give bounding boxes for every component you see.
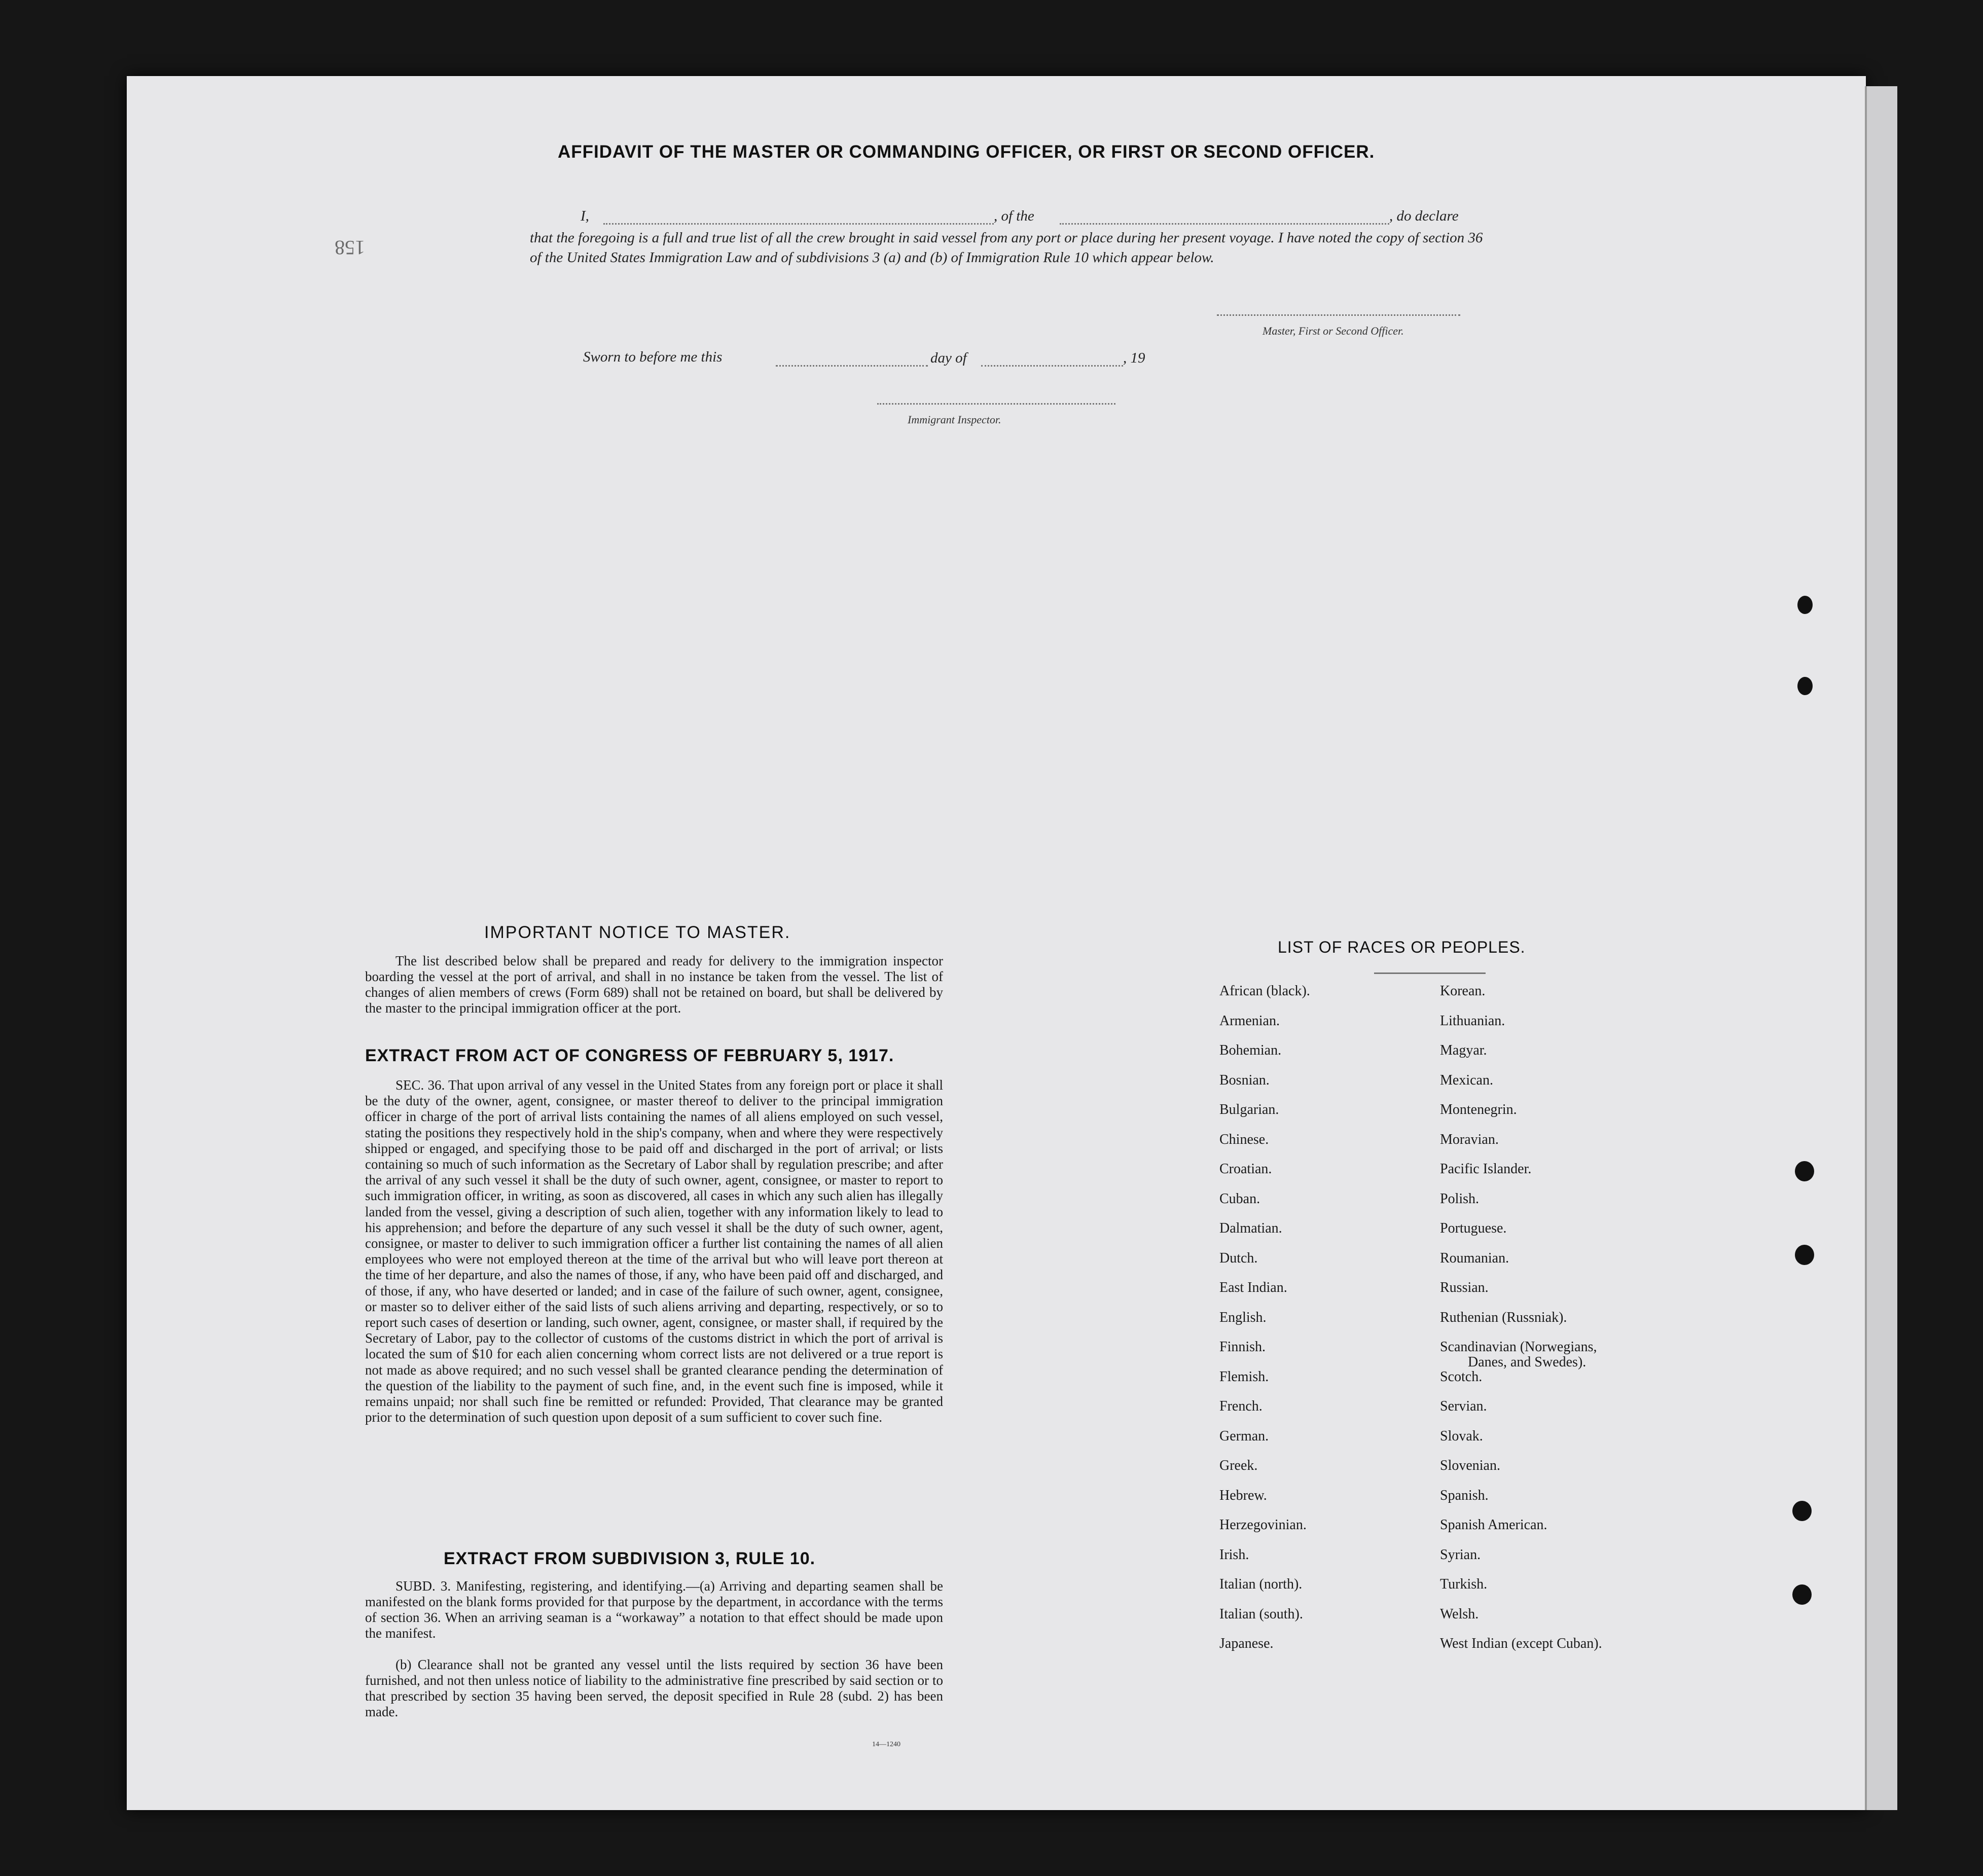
race-item: Scotch. xyxy=(1440,1368,1483,1385)
race-item: Slovenian. xyxy=(1440,1458,1500,1473)
race-item: Mexican. xyxy=(1440,1072,1493,1088)
extract-rule-text-b: (b) Clearance shall not be granted any vessel until the lists required by section 36 have been furnished, and not then unless notice of liability to the administrative fine prescribed by said section or to that prescribed by section 35 having been served, the deposit specified in Rule 28 (subd. 2) has been made. xyxy=(365,1657,943,1719)
race-item-continued: Danes, and Swedes). xyxy=(1468,1354,1587,1370)
notice-text: The list described below shall be prepared and ready for delivery to the immigration inspector boarding the vessel at the port of arrival, and shall in no instance be taken from the vessel. The list of changes of alien members of crews (Form 689) shall not be retained on board, but shall be delivered by the master to the principal immigration officer at the port. xyxy=(365,953,943,1016)
name-field[interactable] xyxy=(603,223,994,225)
month-field[interactable] xyxy=(981,365,1123,367)
inspector-signature-line[interactable] xyxy=(877,403,1115,405)
signature-line[interactable] xyxy=(1217,314,1460,316)
race-item: Dalmatian. xyxy=(1219,1220,1282,1236)
race-item: Korean. xyxy=(1440,983,1486,999)
race-item: Bohemian. xyxy=(1219,1042,1282,1058)
race-item: Turkish. xyxy=(1440,1576,1488,1592)
vessel-field[interactable] xyxy=(1060,223,1389,225)
sworn-prefix: Sworn to before me this xyxy=(583,349,723,365)
signature-label: Master, First or Second Officer. xyxy=(1263,324,1404,337)
race-item: Magyar. xyxy=(1440,1042,1487,1058)
affidavit-title: AFFIDAVIT OF THE MASTER OR COMMANDING OFFICER, OR FIRST OR SECOND OFFICER. xyxy=(558,142,1375,162)
races-right-column xyxy=(1440,984,1602,1666)
binder-hole xyxy=(1792,1501,1812,1521)
race-item: Croatian. xyxy=(1219,1161,1272,1177)
race-item: Bosnian. xyxy=(1219,1072,1270,1088)
race-item: East Indian. xyxy=(1219,1280,1287,1295)
race-item: Roumanian. xyxy=(1440,1250,1509,1266)
race-item: Flemish. xyxy=(1219,1368,1269,1385)
stamp-number: 158 xyxy=(335,236,365,259)
race-item: Spanish American. xyxy=(1440,1517,1547,1533)
affidavit-of-the: , of the xyxy=(994,208,1034,224)
race-item: Portuguese. xyxy=(1440,1220,1507,1236)
race-item: Welsh. xyxy=(1440,1606,1479,1622)
day-of-label: day of xyxy=(930,350,967,366)
binder-hole xyxy=(1795,1245,1814,1265)
races-left-column xyxy=(1219,984,1310,1666)
race-item: Moravian. xyxy=(1440,1131,1499,1147)
affidavit-declaration: that the foregoing is a full and true list of all the crew brought in said vessel from any port or place during her present voyage. I have noted the copy of section 36 of the United States Immigration Law and of subdivisions 3 (a) and (b) of Immigration Rule 10 which appear below. xyxy=(530,230,1483,266)
race-item: German. xyxy=(1219,1428,1269,1444)
affidavit-i: I, xyxy=(581,208,589,224)
race-item: Hebrew. xyxy=(1219,1487,1267,1503)
race-item: French. xyxy=(1219,1398,1263,1414)
binder-hole xyxy=(1795,1161,1814,1181)
extract-rule-heading: EXTRACT FROM SUBDIVISION 3, RULE 10. xyxy=(444,1549,816,1568)
race-item: Spanish. xyxy=(1440,1487,1489,1503)
race-item: Italian (south). xyxy=(1219,1606,1303,1622)
year-prefix: , 19 xyxy=(1123,350,1145,366)
race-item: Pacific Islander. xyxy=(1440,1161,1532,1177)
notice-heading: IMPORTANT NOTICE TO MASTER. xyxy=(484,923,791,942)
race-item: Bulgarian. xyxy=(1219,1102,1279,1117)
race-item: Chinese. xyxy=(1219,1131,1269,1147)
race-item: Servian. xyxy=(1440,1398,1487,1414)
races-heading-rule xyxy=(1374,972,1486,974)
race-item: African (black). xyxy=(1219,983,1310,999)
race-item: Italian (north). xyxy=(1219,1576,1303,1592)
form-number: 14—1240 xyxy=(872,1741,900,1748)
binder-hole xyxy=(1797,677,1813,695)
race-item: Slovak. xyxy=(1440,1428,1483,1444)
race-item: Herzegovinian. xyxy=(1219,1517,1307,1533)
race-item: Finnish. xyxy=(1219,1339,1266,1355)
affidavit-do-declare: , do declare xyxy=(1389,208,1459,224)
document-page xyxy=(127,76,1866,1810)
race-item: Lithuanian. xyxy=(1440,1013,1505,1029)
race-item: Armenian. xyxy=(1219,1013,1280,1029)
race-item: Syrian. xyxy=(1440,1546,1481,1563)
race-item: Cuban. xyxy=(1219,1190,1260,1207)
race-item: Polish. xyxy=(1440,1190,1480,1207)
race-item: Dutch. xyxy=(1219,1250,1258,1266)
race-item: Ruthenian (Russniak). xyxy=(1440,1309,1567,1325)
race-item: English. xyxy=(1219,1309,1267,1325)
inspector-label: Immigrant Inspector. xyxy=(908,413,1001,426)
race-item: Irish. xyxy=(1219,1546,1249,1563)
binder-hole xyxy=(1797,596,1813,614)
races-heading: LIST OF RACES OR PEOPLES. xyxy=(1278,938,1526,956)
extract-act-heading: EXTRACT FROM ACT OF CONGRESS OF FEBRUARY 5, 1917. xyxy=(365,1046,894,1065)
page-edge-binding xyxy=(1865,86,1897,1810)
race-item: Russian. xyxy=(1440,1280,1489,1295)
race-item: Japanese. xyxy=(1219,1636,1274,1651)
sworn-date-field[interactable] xyxy=(776,365,928,367)
race-item: West Indian (except Cuban). xyxy=(1440,1636,1602,1651)
race-item: Scandinavian (Norwegians, xyxy=(1440,1339,1597,1355)
race-item: Montenegrin. xyxy=(1440,1102,1517,1117)
binder-hole xyxy=(1792,1584,1812,1605)
extract-rule-text-a: SUBD. 3. Manifesting, registering, and identifying.—(a) Arriving and departing seamen shall be manifested on the blank forms provided for that purpose by the department, in accordance with the terms of section 36. When an arriving seaman is a “workaway” a notation to that effect should be made upon the manifest. xyxy=(365,1578,943,1641)
race-item: Greek. xyxy=(1219,1458,1258,1473)
extract-act-text: SEC. 36. That upon arrival of any vessel in the United States from any foreign port or place it shall be the duty of the owner, agent, consignee, or master thereof to deliver to the principal immigration officer in charge of the port of arrival lists containing the names of all aliens employed on such vessel, stating the positions they respectively hold in the ship's company, when and where they were respectively shipped or engaged, and specifying those to be paid off and discharged in the port of arrival; or lists containing so much of such information as the Secretary of Labor shall by regulation prescribe; and after the arrival of any such vessel it shall be the duty of such owner, agent, consignee, or master to report to such immigration officer, in writing, as soon as discovered, all cases in which any such alien has illegally landed from the vessel, giving a description of such alien, together with any information likely to lead to his apprehension; and before the departure of any such vessel it shall be the duty of such owner, agent, consignee, or master to deliver to such immigration officer a further list containing the names of all alien employees who were not employed thereon at the time of the arrival but who will leave port thereon at the time of her departure, and also the names of those, if any, who have been paid off and discharged, and of those, if any, who have deserted or landed; and in case of the failure of such owner, agent, consignee, or master so to deliver either of the said lists of such aliens arriving and departing, respectively, or so to report such cases of desertion or landing, such owner, agent, consignee, or master shall, if required by the Secretary of Labor, pay to the collector of customs of the customs district in which the port of arrival is located the sum of $10 for each alien concerning whom correct lists are not delivered or a true report is not made as above required; and no such vessel shall be granted clearance pending the determination of the question of the liability to the payment of such fine, and, in the event such fine is imposed, while it remains unpaid; nor shall such fine be remitted or refunded: Provided, That clearance may be granted prior to the determination of such question upon deposit of a sum sufficient to cover such fine. xyxy=(365,1077,943,1425)
